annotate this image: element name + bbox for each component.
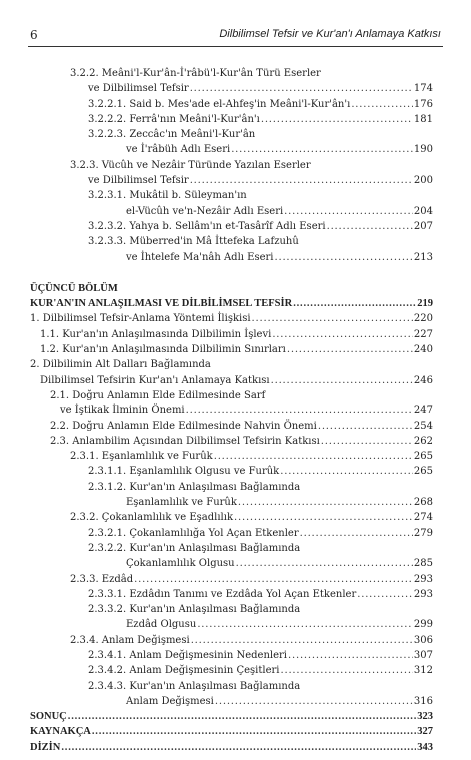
leader-dots xyxy=(215,694,413,709)
toc-entry-page: 268 xyxy=(413,497,433,509)
section-page: 219 xyxy=(417,298,433,310)
toc-entry-page: 246 xyxy=(413,374,433,386)
toc-entry-page: 227 xyxy=(413,328,433,340)
toc-entry xyxy=(30,173,433,188)
toc-entry xyxy=(30,587,433,602)
toc-entry-title: ve İhtelefe Ma'nâh Adlı Eseri xyxy=(126,251,274,263)
toc-entry xyxy=(30,342,433,357)
leader-dots xyxy=(238,495,413,510)
toc-entry-page: 274 xyxy=(413,512,433,524)
leader-dots xyxy=(351,97,413,112)
toc-entry xyxy=(30,449,433,464)
toc-entry xyxy=(30,373,433,388)
leader-dots xyxy=(318,419,413,434)
toc-entry xyxy=(30,464,433,479)
toc-entry-page: 174 xyxy=(413,83,433,95)
toc-entry-title: 2.3.4. Anlam Değişmesi xyxy=(70,634,190,646)
toc-entry xyxy=(30,327,433,342)
toc-entry-page: 265 xyxy=(413,451,433,463)
toc-end-group xyxy=(30,709,433,755)
toc-entry xyxy=(30,142,433,157)
toc-entry xyxy=(30,510,433,525)
toc-entry-title: Çokanlamlılık Olgusu xyxy=(126,558,235,570)
toc-entry-title: 2.2. Doğru Anlamın Elde Edilmesinde Nahvin Önemi xyxy=(50,420,317,432)
toc-entry xyxy=(30,234,433,249)
toc-entry-title: ve Dilbilimsel Tefsir xyxy=(88,175,189,187)
section-title: KUR'AN'IN ANLAŞILMASI VE DİLBİLİMSEL TEFSİR xyxy=(30,298,293,310)
toc-entry xyxy=(30,648,433,663)
toc-entry xyxy=(30,541,433,556)
toc-entry-page: 176 xyxy=(413,98,433,110)
toc-entry-title: 2.3.1.1. Eşanlamlılık Olgusu ve Furûk xyxy=(88,466,280,478)
toc-entry-page: 293 xyxy=(413,573,433,585)
toc-entry xyxy=(30,679,433,694)
leader-dots xyxy=(288,648,413,663)
toc-entry-title: 2.3.3. Ezdâd xyxy=(70,573,134,585)
toc-entry-title: 2.3.2. Çokanlamlılık ve Eşadlılık xyxy=(70,512,234,524)
leader-dots xyxy=(186,403,413,418)
toc-entry-page: 323 xyxy=(417,711,433,723)
leader-dots xyxy=(236,556,413,571)
toc-entry xyxy=(30,633,433,648)
leader-dots xyxy=(287,342,413,357)
toc-entry-title: 3.2.3.3. Müberred'in Mâ İttefeka Lafzuhû xyxy=(88,236,299,248)
toc-entry xyxy=(30,311,433,326)
header-rule xyxy=(28,46,443,47)
leader-dots xyxy=(61,740,416,755)
leader-dots xyxy=(300,526,413,541)
section-label: ÜÇÜNCÜ BÖLÜM xyxy=(30,282,118,294)
leader-dots xyxy=(261,112,413,127)
leader-dots xyxy=(234,510,413,525)
toc-entry-title: 3.2.3.2. Yahya b. Sellâm'ın et-Tasârîf Adlı Eseri xyxy=(88,220,326,232)
toc-entry xyxy=(30,434,433,449)
toc-entry-title: 3.2.3. Vücûh ve Nezâir Türünde Yazılan Eserler xyxy=(70,159,311,171)
toc-entry xyxy=(30,572,433,587)
toc-entry-page: 213 xyxy=(413,251,433,263)
toc-entry xyxy=(30,81,433,96)
toc-entry-page: 306 xyxy=(413,634,433,646)
toc-entry xyxy=(30,112,433,127)
toc-entry xyxy=(30,188,433,203)
toc-entry xyxy=(30,526,433,541)
toc-entry-page: 220 xyxy=(413,313,433,325)
toc-entry-title: Ezdâd Olgusu xyxy=(126,619,197,631)
toc-entry xyxy=(30,480,433,495)
page-number: 6 xyxy=(30,28,38,42)
toc-entry xyxy=(30,709,433,724)
toc-entry-title: 2.3.1. Eşanlamlılık ve Furûk xyxy=(70,451,213,463)
toc-entry xyxy=(30,158,433,173)
leader-dots xyxy=(190,173,413,188)
leader-dots xyxy=(272,327,413,342)
toc-entry-title: 2.3.4.3. Kur'an'ın Anlaşılması Bağlamında xyxy=(88,680,301,692)
toc-entry xyxy=(30,219,433,234)
toc-main-group xyxy=(30,311,433,709)
toc-entry-title: ve Dilbilimsel Tefsir xyxy=(88,83,189,95)
toc-entry-title: 3.2.2.2. Ferrâ'nın Meâni'l-Kur'ân'ı xyxy=(88,113,260,125)
leader-dots xyxy=(327,219,413,234)
toc-top-group xyxy=(30,66,433,265)
table-of-contents xyxy=(30,66,433,755)
toc-entry xyxy=(30,694,433,709)
toc-entry-title: KAYNAKÇA xyxy=(30,726,91,738)
leader-dots xyxy=(321,434,413,449)
toc-entry xyxy=(30,66,433,81)
leader-dots xyxy=(197,617,413,632)
toc-entry xyxy=(30,388,433,403)
toc-entry-title: 2.3.2.1. Çokanlamlılığa Yol Açan Etkenler xyxy=(88,527,299,539)
toc-entry-title: ve İ'râbüh Adlı Eseri xyxy=(126,144,231,156)
toc-entry xyxy=(30,724,433,739)
toc-entry-title: 1.2. Kur'an'ın Anlaşılmasında Dilbilimin Sınırları xyxy=(40,344,286,356)
leader-dots xyxy=(284,204,413,219)
leader-dots xyxy=(214,449,413,464)
toc-entry xyxy=(30,556,433,571)
toc-entry xyxy=(30,740,433,755)
leader-dots xyxy=(231,142,413,157)
toc-entry xyxy=(30,127,433,142)
toc-entry-title: Anlam Değişmesi xyxy=(126,695,214,707)
toc-entry-title: 2.1. Doğru Anlamın Elde Edilmesinde Sarf xyxy=(50,389,266,401)
leader-dots xyxy=(293,296,416,311)
toc-entry-page: 316 xyxy=(413,695,433,707)
toc-entry-title: 1.1. Kur'an'ın Anlaşılmasında Dilbilimin İşlevi xyxy=(40,328,272,340)
leader-dots xyxy=(357,587,413,602)
leader-dots xyxy=(280,464,413,479)
toc-entry-page: 190 xyxy=(413,144,433,156)
toc-entry xyxy=(30,204,433,219)
leader-dots xyxy=(271,373,413,388)
toc-entry-page: 279 xyxy=(413,527,433,539)
leader-dots xyxy=(281,663,413,678)
toc-entry xyxy=(30,663,433,678)
toc-entry-title: Eşanlamlılık ve Furûk xyxy=(126,497,237,509)
toc-entry-title: DİZİN xyxy=(30,741,61,753)
leader-dots xyxy=(134,572,413,587)
toc-entry xyxy=(30,495,433,510)
toc-entry-title: 3.2.2.3. Zeccâc'ın Meâni'l-Kur'ân xyxy=(88,129,256,141)
toc-entry-title: 3.2.2. Meâni'l-Kur'ân-İ'râbü'l-Kur'ân Türü Eserler xyxy=(70,68,321,79)
running-header: Dilbilimsel Tefsir ve Kur'an'ı Anlamaya Katkısı xyxy=(219,28,441,40)
toc-entry-title: ve İştikak İlminin Önemi xyxy=(60,405,185,417)
leader-dots xyxy=(92,724,416,739)
toc-entry-page: 254 xyxy=(413,420,433,432)
toc-entry-page: 299 xyxy=(413,619,433,631)
leader-dots xyxy=(68,709,416,724)
toc-entry-title: 2. Dilbilimin Alt Dalları Bağlamında xyxy=(30,359,211,371)
toc-entry-title: SONUÇ xyxy=(30,711,67,723)
toc-entry-page: 293 xyxy=(413,588,433,600)
leader-dots xyxy=(275,250,413,265)
toc-entry-page: 262 xyxy=(413,435,433,447)
toc-entry-title: 3.2.3.1. Mukâtil b. Süleyman'ın xyxy=(88,190,247,202)
leader-dots xyxy=(252,311,413,326)
toc-entry-page: 207 xyxy=(413,220,433,232)
toc-entry-title: 2.3.4.2. Anlam Değişmesinin Çeşitleri xyxy=(88,665,280,677)
toc-entry-title: 2.3.3.2. Kur'an'ın Anlaşılması Bağlamında xyxy=(88,604,301,616)
section-label-row xyxy=(30,281,433,296)
leader-dots xyxy=(190,81,413,96)
toc-entry-title: el-Vücûh ve'n-Nezâir Adlı Eseri xyxy=(126,205,284,217)
toc-entry-title: 2.3.4.1. Anlam Değişmesinin Nedenleri xyxy=(88,649,288,661)
toc-entry xyxy=(30,357,433,372)
toc-entry-page: 327 xyxy=(417,726,433,738)
toc-entry-title: 1. Dilbilimsel Tefsir-Anlama Yöntemi İlişkisi xyxy=(30,313,251,325)
section-title-row xyxy=(30,296,433,311)
section-spacer xyxy=(30,265,433,281)
toc-entry xyxy=(30,617,433,632)
toc-entry-title: 2.3. Anlambilim Açısından Dilbilimsel Tefsirin Katkısı xyxy=(50,435,320,447)
toc-entry-page: 265 xyxy=(413,466,433,478)
toc-entry-page: 200 xyxy=(413,175,433,187)
toc-entry-title: 2.3.1.2. Kur'an'ın Anlaşılması Bağlamında xyxy=(88,481,301,493)
toc-entry xyxy=(30,403,433,418)
toc-entry-page: 247 xyxy=(413,405,433,417)
toc-entry-page: 204 xyxy=(413,205,433,217)
toc-entry-page: 307 xyxy=(413,649,433,661)
toc-entry-page: 181 xyxy=(413,113,433,125)
toc-entry-title: Dilbilimsel Tefsirin Kur'an'ı Anlamaya Katkısı xyxy=(40,374,270,386)
toc-entry xyxy=(30,419,433,434)
leader-dots xyxy=(191,633,413,648)
toc-entry-title: 2.3.3.1. Ezdâdın Tanımı ve Ezdâda Yol Açan Etkenler xyxy=(88,588,357,600)
toc-entry-page: 285 xyxy=(413,558,433,570)
toc-entry-page: 343 xyxy=(417,741,433,753)
toc-entry-page: 240 xyxy=(413,344,433,356)
toc-entry xyxy=(30,602,433,617)
toc-entry xyxy=(30,250,433,265)
toc-entry-title: 2.3.2.2. Kur'an'ın Anlaşılması Bağlamında xyxy=(88,542,301,554)
toc-entry-page: 312 xyxy=(413,665,433,677)
toc-entry xyxy=(30,97,433,112)
toc-entry-title: 3.2.2.1. Said b. Mes'ade el-Ahfeş'in Meâni'l-Kur'ân'ı xyxy=(88,98,351,110)
